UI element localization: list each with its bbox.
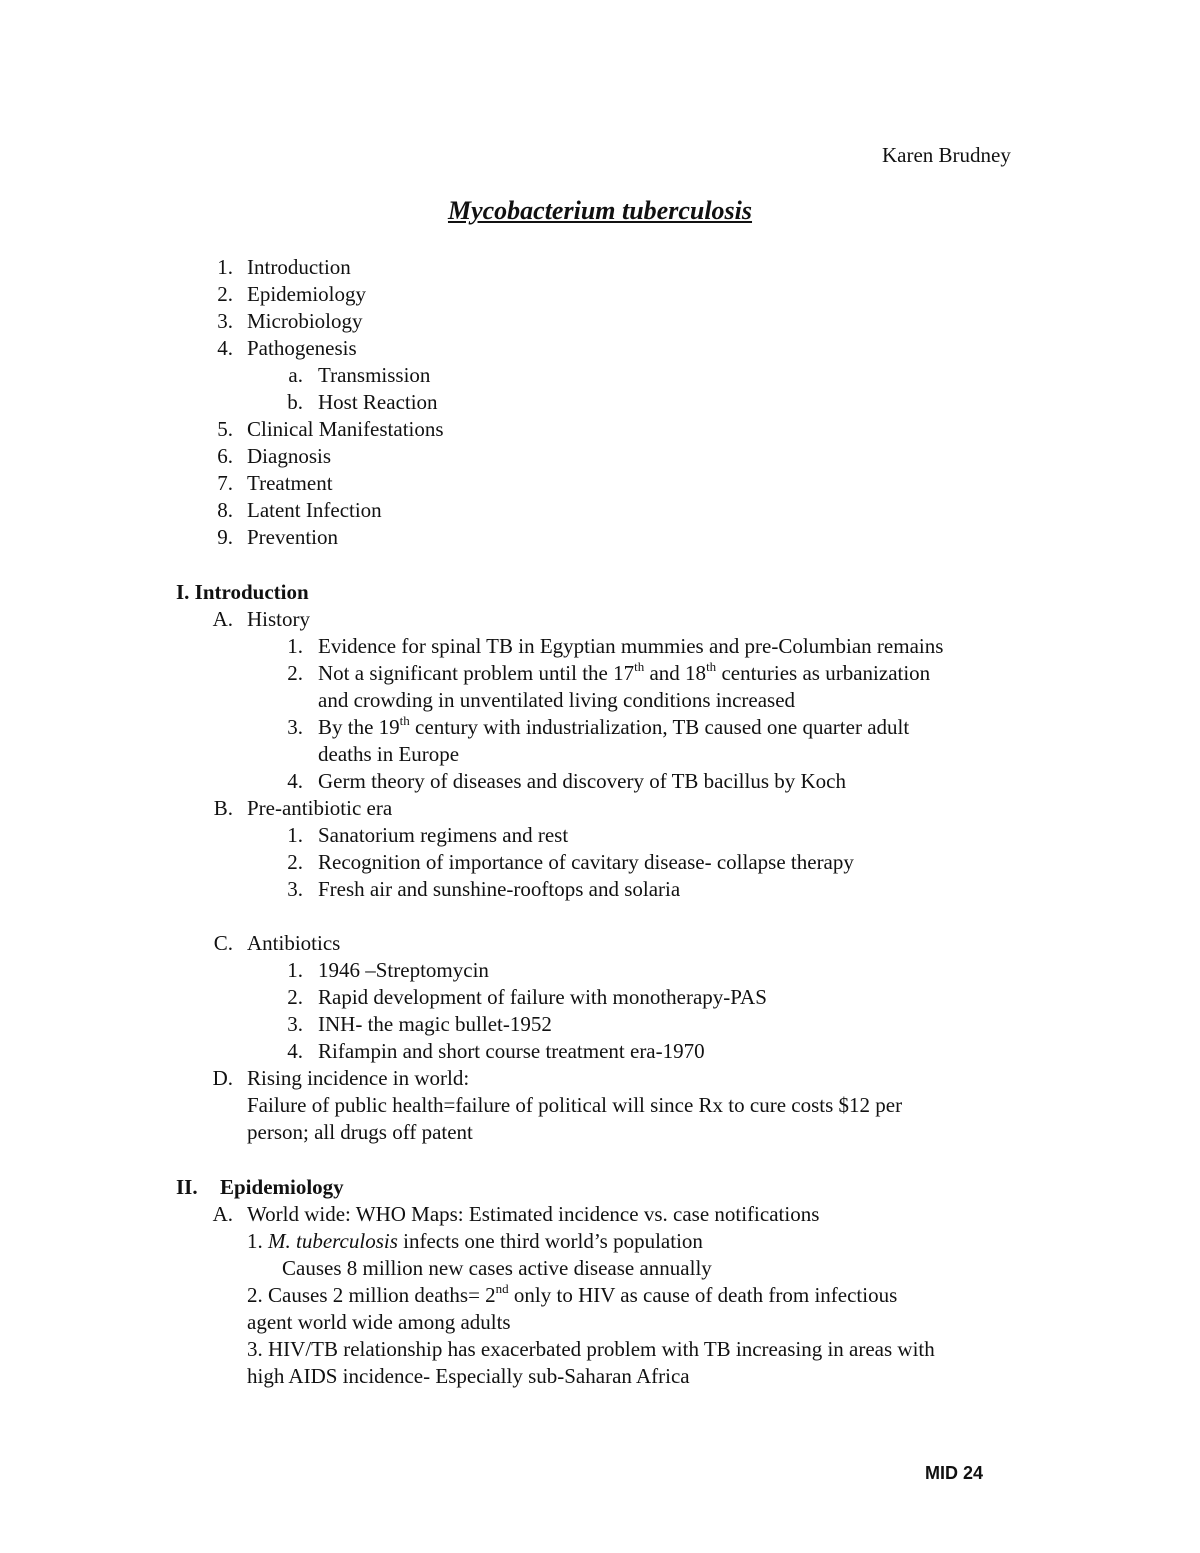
item-number: 2. [287,985,303,1009]
subsection-title: Antibiotics [247,931,341,955]
section-heading: I. Introduction [176,580,309,604]
item-text: Not a significant problem until the 17th and 18th centuries as urbanization [318,659,931,685]
paragraph-line-indented: Causes 8 million new cases active disease annually [282,1256,712,1280]
outline-number: 7. [217,471,233,495]
subsection-title: Rising incidence in world: [247,1066,470,1090]
paragraph-line: 3. HIV/TB relationship has exacerbated problem with TB increasing in areas with [247,1337,935,1361]
subsection-title: History [247,607,310,631]
outline-item: Pathogenesis [247,336,357,360]
superscript: th [399,713,410,728]
item-number: 4. [287,1039,303,1063]
item-text-continued: and crowding in unventilated living conditions increased [318,688,796,712]
subsection-letter: A. [212,607,233,631]
outline-item: Treatment [247,471,333,495]
outline-number: 4. [217,336,233,360]
item-text: Sanatorium regimens and rest [318,823,569,847]
superscript: th [706,659,717,674]
paragraph-line: 2. Causes 2 million deaths= 2nd only to HIV as cause of death from infectious [247,1281,898,1307]
paragraph-line: agent world wide among adults [247,1310,511,1334]
outline-subitem: Transmission [318,363,431,387]
outline-number: 5. [217,417,233,441]
section-number: II. [176,1175,198,1199]
item-text: By the 19th century with industrialization, TB caused one quarter adult [318,713,910,739]
superscript: nd [495,1281,509,1296]
subsection-letter: D. [212,1066,233,1090]
subsection-letter: B. [213,796,233,820]
item-number: 3. [287,715,303,739]
outline-item: Prevention [247,525,338,549]
item-text: Evidence for spinal TB in Egyptian mummies and pre-Columbian remains [318,634,944,658]
item-text: Rifampin and short course treatment era-1970 [318,1039,705,1063]
page-footer-label: MID 24 [925,1463,984,1483]
outline-item: Epidemiology [247,282,366,306]
item-number: 3. [287,1012,303,1036]
outline-item: Clinical Manifestations [247,417,444,441]
subsection-letter: C. [213,931,233,955]
outline-item: Introduction [247,255,351,279]
outline-number: 3. [217,309,233,333]
outline-number: 2. [217,282,233,306]
italic-species-name: M. tuberculosis [268,1229,398,1253]
subsection-letter: A. [212,1202,233,1226]
paragraph-line: Failure of public health=failure of political will since Rx to cure costs $12 per [247,1093,903,1117]
item-number: 2. [287,850,303,874]
outline-subletter: b. [287,390,303,414]
item-number: 3. [287,877,303,901]
outline-item: Latent Infection [247,498,382,522]
item-text: INH- the magic bullet-1952 [318,1012,552,1036]
item-text: Germ theory of diseases and discovery of TB bacillus by Koch [318,769,846,793]
outline-number: 6. [217,444,233,468]
item-text: Rapid development of failure with monotherapy-PAS [318,985,767,1009]
subsection-title: Pre-antibiotic era [247,796,393,820]
outline-item: Diagnosis [247,444,331,468]
author-name: Karen Brudney [882,143,1011,167]
item-text: Fresh air and sunshine-rooftops and solaria [318,877,681,901]
paragraph-line: person; all drugs off patent [247,1120,473,1144]
outline-subitem: Host Reaction [318,390,438,414]
outline-subletter: a. [288,363,303,387]
section-heading: Epidemiology [220,1175,344,1199]
item-number: 1. [287,634,303,658]
item-number: 4. [287,769,303,793]
item-number: 2. [287,661,303,685]
item-text-continued: deaths in Europe [318,742,460,766]
superscript: th [634,659,645,674]
item-text: Recognition of importance of cavitary disease- collapse therapy [318,850,854,874]
item-number: 1. [287,823,303,847]
item-text: 1946 –Streptomycin [318,958,489,982]
document-title: Mycobacterium tuberculosis [447,196,753,225]
outline-item: Microbiology [247,309,363,333]
paragraph-line: 1. M. tuberculosis infects one third world’s population [247,1229,703,1253]
outline-number: 1. [217,255,233,279]
outline-number: 9. [217,525,233,549]
item-number: 1. [287,958,303,982]
outline-number: 8. [217,498,233,522]
subsection-title: World wide: WHO Maps: Estimated incidence vs. case notifications [247,1202,820,1226]
paragraph-line: high AIDS incidence- Especially sub-Saharan Africa [247,1364,690,1388]
